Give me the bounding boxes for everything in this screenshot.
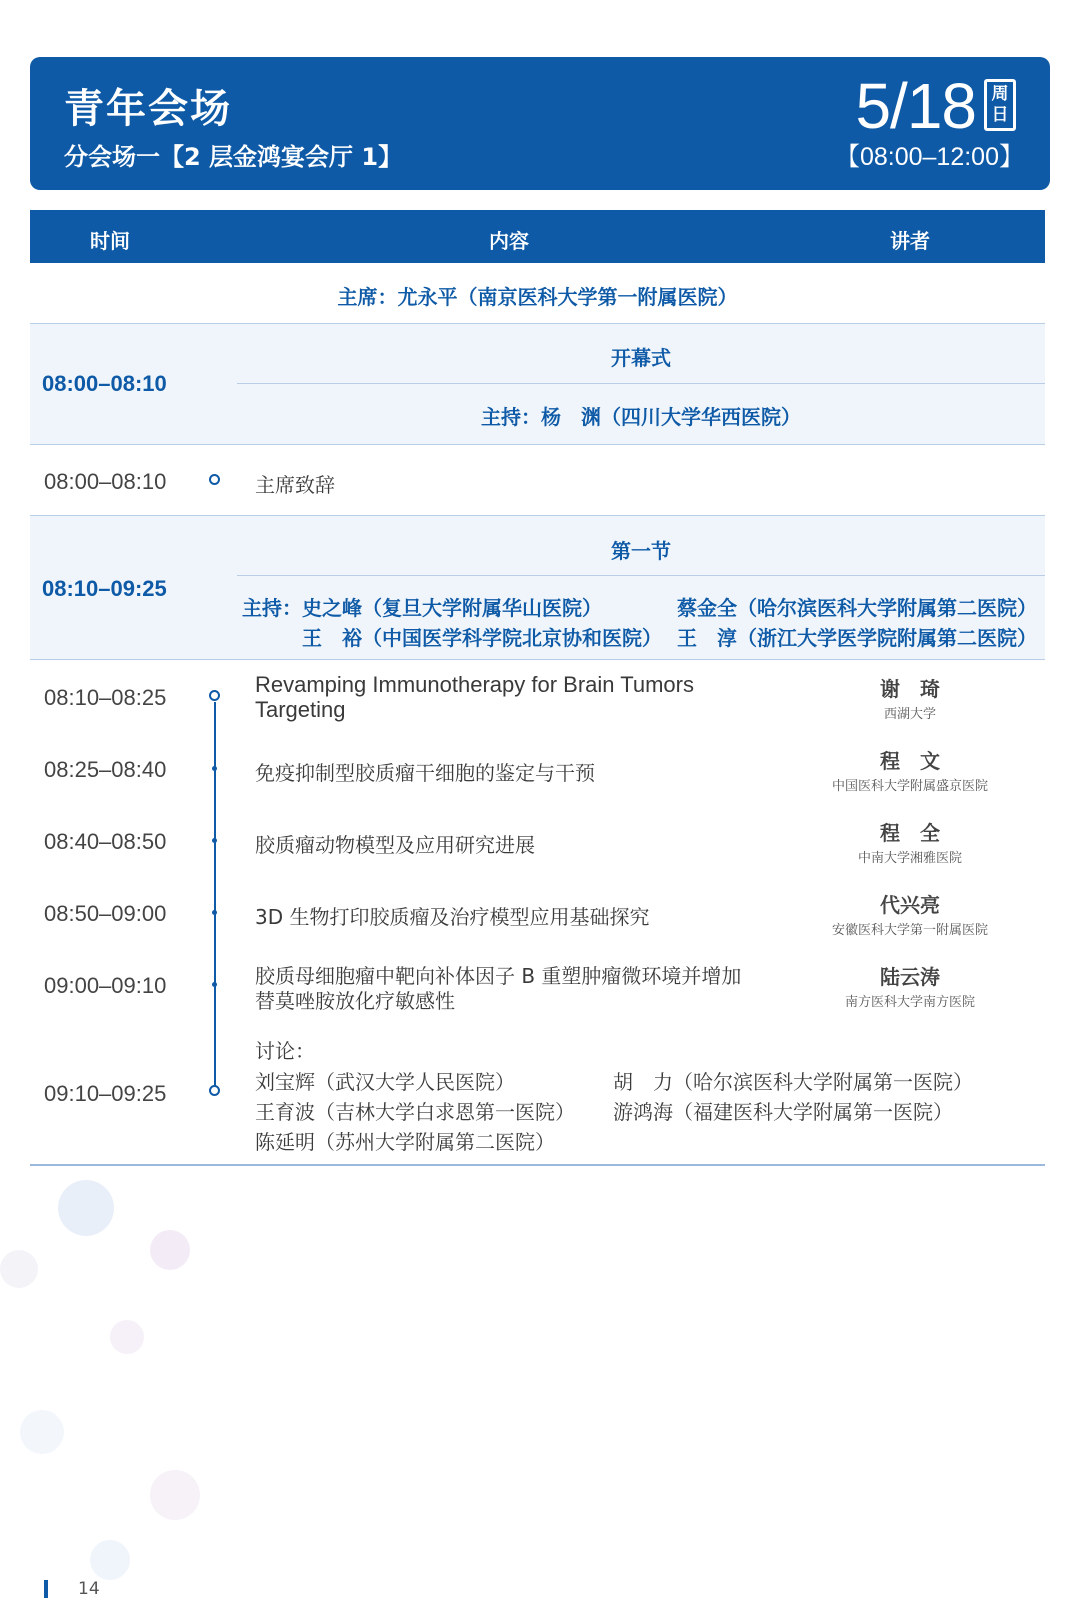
timeline-ring-icon <box>209 1085 220 1096</box>
talk-title-line1: 免疫抑制型胶质瘤干细胞的鉴定与干预 <box>255 761 595 785</box>
timeline-ring-icon <box>209 474 220 485</box>
discussion-participant: 王育波（吉林大学白求恩第一医院） <box>255 1100 575 1124</box>
opening-time: 08:00–08:10 <box>42 371 167 396</box>
decorative-circle <box>20 1410 64 1454</box>
discussion-participant: 游鸿海（福建医科大学附属第一医院） <box>613 1100 953 1124</box>
decorative-circle <box>150 1230 190 1270</box>
row-divider <box>30 659 1045 660</box>
timeline-dot-icon <box>212 982 217 987</box>
table-bottom-border <box>30 1164 1045 1166</box>
talk-title-line1: 3D 生物打印胶质瘤及治疗模型应用基础探究 <box>255 905 650 929</box>
opening-host: 主持：杨 渊（四川大学华西医院） <box>481 405 801 429</box>
row-divider <box>237 575 1045 576</box>
talk-time: 08:10–08:25 <box>44 685 167 710</box>
session-time-range: 【08:00–12:00】 <box>834 143 1024 171</box>
section1-host: 王 裕（中国医学科学院北京协和医院） <box>302 626 662 650</box>
row-divider <box>237 383 1045 384</box>
section1-host: 史之峰（复旦大学附属华山医院） <box>302 596 602 620</box>
col-speaker-header: 讲者 <box>890 229 930 253</box>
timeline-dot-icon <box>212 766 217 771</box>
page-number: 14 <box>78 1579 100 1599</box>
talk-time: 09:00–09:10 <box>44 973 167 998</box>
session-weekday: 周日 <box>984 79 1016 131</box>
session-date: 5/18 <box>855 70 976 142</box>
decorative-circle <box>150 1470 200 1520</box>
speaker-affiliation: 西湖大学 <box>883 707 936 722</box>
discussion-participant: 胡 力（哈尔滨医科大学附属第一医院） <box>613 1070 973 1094</box>
talk-title-line2: Targeting <box>255 697 346 722</box>
timeline-dot-icon <box>212 910 217 915</box>
session-title: 青年会场 <box>64 86 232 132</box>
talk-time: 08:25–08:40 <box>44 757 167 782</box>
speaker-affiliation: 南方医科大学南方医院 <box>844 995 975 1010</box>
decorative-circle <box>110 1320 144 1354</box>
col-content-header: 内容 <box>489 229 529 253</box>
col-time-header: 时间 <box>90 229 130 253</box>
speaker-name: 程 文 <box>880 749 940 773</box>
speaker-name: 代兴亮 <box>880 893 940 917</box>
timeline-dot-icon <box>212 838 217 843</box>
discussion-label: 讨论： <box>255 1039 315 1063</box>
address-content: 主席致辞 <box>255 473 335 497</box>
page-marker-bar <box>44 1580 48 1598</box>
decorative-circle <box>0 1250 38 1288</box>
speaker-name: 谢 琦 <box>880 677 940 701</box>
speaker-affiliation: 中国医科大学附属盛京医院 <box>831 779 988 794</box>
section1-title: 第一节 <box>611 539 671 563</box>
session-subtitle: 分会场一【2 层金鸿宴会厅 1】 <box>64 143 403 171</box>
session-header <box>30 57 1050 190</box>
discussion-time: 09:10–09:25 <box>44 1081 167 1106</box>
timeline-ring-icon <box>209 690 220 701</box>
speaker-affiliation: 中南大学湘雅医院 <box>857 851 962 866</box>
section1-host-label: 主持： <box>242 596 302 620</box>
chair-line: 主席：尤永平（南京医科大学第一附属医院） <box>337 285 738 309</box>
opening-title: 开幕式 <box>611 346 671 370</box>
decorative-circle <box>90 1540 130 1580</box>
speaker-affiliation: 安徽医科大学第一附属医院 <box>831 923 988 938</box>
discussion-participant: 刘宝辉（武汉大学人民医院） <box>255 1070 515 1094</box>
speaker-name: 陆云涛 <box>880 965 940 989</box>
talk-title-line1: 胶质母细胞瘤中靶向补体因子 B 重塑肿瘤微环境并增加 <box>255 964 742 988</box>
timeline-line <box>214 702 216 1090</box>
talk-title-line2: 替莫唑胺放化疗敏感性 <box>255 989 455 1013</box>
talk-title-line1: 胶质瘤动物模型及应用研究进展 <box>255 833 535 857</box>
discussion-participant: 陈延明（苏州大学附属第二医院） <box>255 1130 555 1154</box>
talk-title-line1: Revamping Immunotherapy for Brain Tumors <box>255 672 694 697</box>
section1-time: 08:10–09:25 <box>42 576 167 601</box>
speaker-name: 程 全 <box>880 821 940 845</box>
table-header <box>30 210 1045 263</box>
section1-host: 王 淳（浙江大学医学院附属第二医院） <box>677 626 1037 650</box>
address-time: 08:00–08:10 <box>44 469 167 494</box>
row-divider <box>30 444 1045 445</box>
decorative-circle <box>58 1180 114 1236</box>
section1-host: 蔡金全（哈尔滨医科大学附属第二医院） <box>677 596 1037 620</box>
talk-time: 08:50–09:00 <box>44 901 167 926</box>
talk-time: 08:40–08:50 <box>44 829 167 854</box>
